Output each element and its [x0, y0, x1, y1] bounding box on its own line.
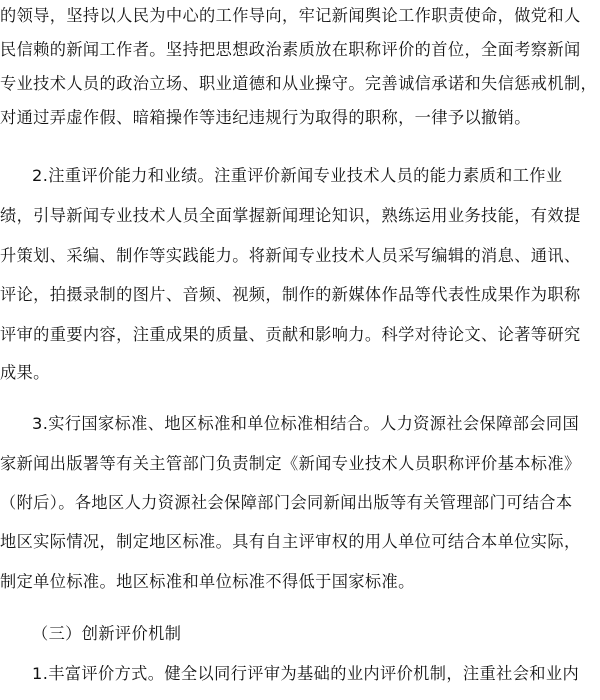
- item-3-line-3: （附后）。各地区人力资源社会保障部门会同新闻出版等有关管理部门可结合本: [0, 493, 573, 512]
- item-3-line-4: 地区实际情况，制定地区标准。具有自主评审权的用人单位可结合本单位实际，: [0, 532, 581, 551]
- item-2-line-2: 绩，引导新闻专业技术人员全面掌握新闻理论知识，熟练运用业务技能，有效提: [0, 206, 581, 225]
- item-2-heading-line: 2.注重评价能力和业绩。注重评价新闻专业技术人员的能力素质和工作业: [32, 166, 563, 185]
- section-heading: （三）创新评价机制: [32, 624, 182, 643]
- item-2-line-3: 升策划、采编、制作等实践能力。将新闻专业技术人员采写编辑的消息、通讯、: [0, 246, 581, 265]
- item-2-line-5: 评审的重要内容，注重成果的质量、贡献和影响力。科学对待论文、论著等研究: [0, 325, 581, 344]
- paragraph-1-line-4: 对通过弄虚作假、暗箱操作等违纪违规行为取得的职称，一律予以撤销。: [0, 108, 531, 127]
- item-2-line-6: 成果。: [0, 363, 50, 382]
- paragraph-1-line-1: 的领导，坚持以人民为中心的工作导向，牢记新闻舆论工作职责使命，做党和人: [0, 6, 581, 25]
- item-2-line-4: 评论，拍摄录制的图片、音频、视频，制作的新媒体作品等代表性成果作为职称: [0, 285, 581, 304]
- item-3-line-2: 家新闻出版署等有关主管部门负责制定《新闻专业技术人员职称评价基本标准》: [0, 454, 581, 473]
- item-3-heading-line: 3.实行国家标准、地区标准和单位标准相结合。人力资源社会保障部会同国: [32, 414, 580, 433]
- item-3-line-5: 制定单位标准。地区标准和单位标准不得低于国家标准。: [0, 572, 415, 591]
- paragraph-1-line-3: 专业技术人员的政治立场、职业道德和从业操守。完善诚信承诺和失信惩戒机制，: [0, 74, 598, 93]
- item-1-heading-line: 1.丰富评价方式。健全以同行评审为基础的业内评价机制，注重社会和业内: [32, 664, 580, 683]
- paragraph-1-line-2: 民信赖的新闻工作者。坚持把思想政治素质放在职称评价的首位，全面考察新闻: [0, 40, 581, 59]
